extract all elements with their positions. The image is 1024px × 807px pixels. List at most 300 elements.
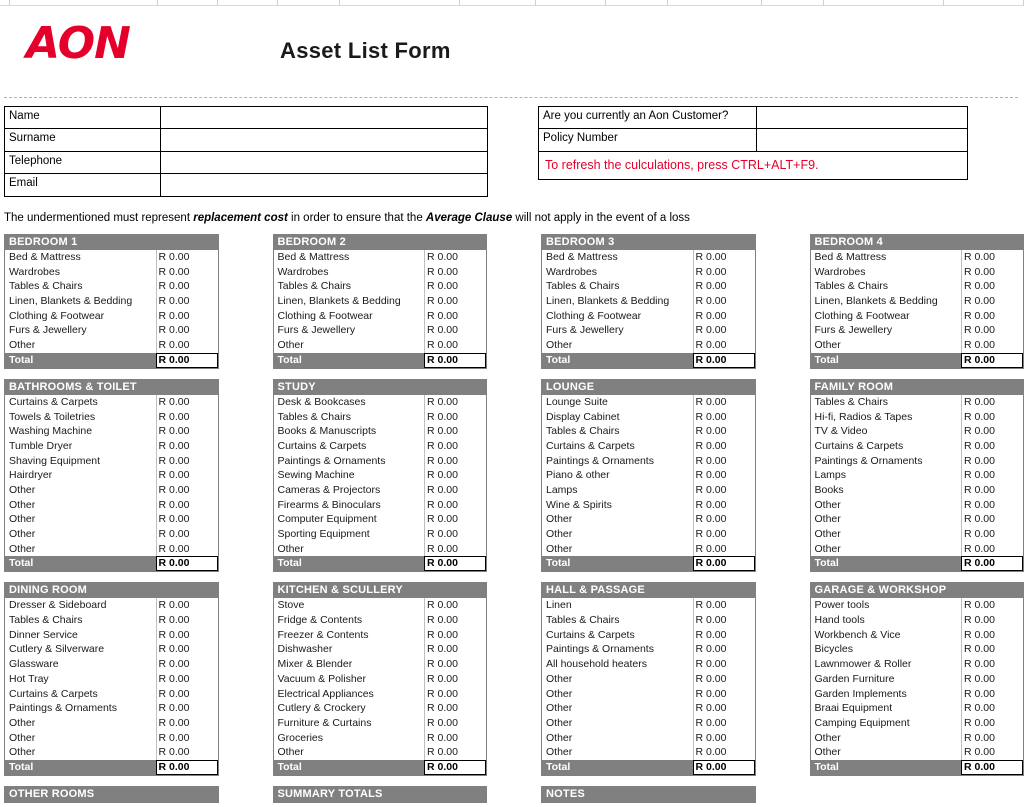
item-amount[interactable]: R 0.00 <box>424 439 486 454</box>
item-amount[interactable]: R 0.00 <box>156 309 218 324</box>
category-total-row <box>5 556 218 571</box>
table-row[interactable] <box>5 498 218 513</box>
table-row[interactable] <box>811 527 1024 542</box>
table-row[interactable] <box>542 294 755 309</box>
item-name: Lamps <box>814 469 847 482</box>
item-amount[interactable]: R 0.00 <box>693 657 755 672</box>
item-name: Other <box>9 528 36 540</box>
category-bedroom-4 <box>810 234 1024 369</box>
table-row[interactable] <box>5 279 218 294</box>
table-row[interactable] <box>5 294 218 309</box>
item-amount[interactable]: R 0.00 <box>693 410 755 425</box>
item-amount[interactable]: R 0.00 <box>424 410 486 425</box>
item-name: Washing Machine <box>9 425 93 438</box>
field-row-policy-number <box>539 129 967 151</box>
table-row[interactable] <box>5 338 218 353</box>
table-row[interactable] <box>5 439 218 454</box>
table-row[interactable] <box>542 701 755 716</box>
table-row[interactable] <box>542 512 755 527</box>
table-row[interactable] <box>274 338 487 353</box>
total-label: Total <box>546 760 571 773</box>
category-summary-totals <box>273 786 488 803</box>
item-amount[interactable]: R 0.00 <box>693 687 755 702</box>
table-row[interactable] <box>274 731 487 746</box>
table-row[interactable] <box>5 512 218 527</box>
table-row[interactable] <box>274 642 487 657</box>
item-amount[interactable]: R 0.00 <box>693 613 755 628</box>
table-row[interactable] <box>811 439 1024 454</box>
table-row[interactable] <box>811 745 1024 760</box>
policy-details-table <box>538 106 968 180</box>
table-row[interactable] <box>811 701 1024 716</box>
item-amount[interactable]: R 0.00 <box>693 672 755 687</box>
instruction-part-1: The undermentioned must represent <box>4 212 194 224</box>
item-amount[interactable]: R 0.00 <box>961 265 1023 280</box>
item-amount[interactable]: R 0.00 <box>156 512 218 527</box>
table-row[interactable] <box>274 527 487 542</box>
telephone-input[interactable] <box>161 152 487 173</box>
field-row-name <box>5 107 487 129</box>
table-row[interactable] <box>5 309 218 324</box>
item-amount[interactable]: R 0.00 <box>424 687 486 702</box>
policy-number-input[interactable] <box>757 129 967 150</box>
item-amount[interactable]: R 0.00 <box>961 338 1023 353</box>
table-row[interactable] <box>274 439 487 454</box>
item-amount[interactable]: R 0.00 <box>693 439 755 454</box>
item-amount[interactable]: R 0.00 <box>693 424 755 439</box>
item-amount[interactable]: R 0.00 <box>424 745 486 760</box>
table-row[interactable] <box>542 527 755 542</box>
item-amount[interactable]: R 0.00 <box>424 598 486 613</box>
table-row[interactable] <box>542 483 755 498</box>
item-name: Garden Furniture <box>814 672 895 685</box>
table-row[interactable] <box>811 265 1024 280</box>
item-amount[interactable]: R 0.00 <box>156 527 218 542</box>
item-name: Linen, Blankets & Bedding <box>546 295 670 308</box>
form-header <box>4 6 1018 98</box>
item-amount[interactable]: R 0.00 <box>961 483 1023 498</box>
item-amount[interactable]: R 0.00 <box>693 628 755 643</box>
item-amount[interactable]: R 0.00 <box>693 598 755 613</box>
item-amount[interactable]: R 0.00 <box>961 395 1023 410</box>
table-row[interactable] <box>542 454 755 469</box>
table-row[interactable] <box>5 672 218 687</box>
name-input[interactable] <box>161 107 487 128</box>
item-name: Tables & Chairs <box>546 425 620 438</box>
table-row[interactable] <box>542 439 755 454</box>
table-row[interactable] <box>542 657 755 672</box>
table-row[interactable] <box>542 672 755 687</box>
item-amount[interactable]: R 0.00 <box>156 628 218 643</box>
item-amount[interactable]: R 0.00 <box>424 468 486 483</box>
table-row[interactable] <box>542 395 755 410</box>
total-amount: R 0.00 <box>961 353 1023 368</box>
total-label: Total <box>814 353 839 366</box>
item-amount[interactable]: R 0.00 <box>961 613 1023 628</box>
item-amount[interactable]: R 0.00 <box>424 628 486 643</box>
item-amount[interactable]: R 0.00 <box>693 642 755 657</box>
item-amount[interactable]: R 0.00 <box>424 323 486 338</box>
table-row[interactable] <box>274 701 487 716</box>
item-amount[interactable]: R 0.00 <box>156 642 218 657</box>
table-row[interactable] <box>542 598 755 613</box>
item-amount[interactable]: R 0.00 <box>693 338 755 353</box>
item-name: Garden Implements <box>814 687 907 700</box>
table-row[interactable] <box>5 628 218 643</box>
table-row[interactable] <box>5 395 218 410</box>
item-amount[interactable]: R 0.00 <box>961 424 1023 439</box>
item-name: Other <box>814 746 841 759</box>
table-row[interactable] <box>274 468 487 483</box>
surname-input[interactable] <box>161 129 487 150</box>
table-row[interactable] <box>5 468 218 483</box>
table-row[interactable] <box>811 512 1024 527</box>
table-row[interactable] <box>542 498 755 513</box>
item-amount[interactable]: R 0.00 <box>693 250 755 265</box>
table-row[interactable] <box>811 498 1024 513</box>
item-amount[interactable]: R 0.00 <box>156 468 218 483</box>
email-input[interactable] <box>161 174 487 195</box>
table-row[interactable] <box>274 498 487 513</box>
item-amount[interactable]: R 0.00 <box>156 250 218 265</box>
item-amount[interactable]: R 0.00 <box>961 439 1023 454</box>
table-row[interactable] <box>274 309 487 324</box>
item-amount[interactable]: R 0.00 <box>424 395 486 410</box>
item-amount[interactable]: R 0.00 <box>424 424 486 439</box>
table-row[interactable] <box>274 279 487 294</box>
item-amount[interactable]: R 0.00 <box>424 642 486 657</box>
item-amount[interactable]: R 0.00 <box>424 498 486 513</box>
table-row[interactable] <box>274 410 487 425</box>
item-amount[interactable]: R 0.00 <box>961 731 1023 746</box>
item-name: Wardrobes <box>277 265 329 278</box>
item-amount[interactable]: R 0.00 <box>961 642 1023 657</box>
item-amount[interactable]: R 0.00 <box>693 527 755 542</box>
item-amount[interactable]: R 0.00 <box>693 701 755 716</box>
item-amount[interactable]: R 0.00 <box>961 323 1023 338</box>
table-row[interactable] <box>5 687 218 702</box>
table-row[interactable] <box>811 613 1024 628</box>
table-row[interactable] <box>811 410 1024 425</box>
item-amount[interactable]: R 0.00 <box>156 657 218 672</box>
item-amount[interactable]: R 0.00 <box>424 265 486 280</box>
table-row[interactable] <box>274 657 487 672</box>
item-amount[interactable]: R 0.00 <box>961 628 1023 643</box>
item-amount[interactable]: R 0.00 <box>693 483 755 498</box>
item-amount[interactable]: R 0.00 <box>424 250 486 265</box>
table-row[interactable] <box>5 265 218 280</box>
item-amount[interactable]: R 0.00 <box>693 716 755 731</box>
table-row[interactable] <box>811 395 1024 410</box>
item-name: Other <box>9 746 36 759</box>
item-name: Fridge & Contents <box>277 614 363 627</box>
item-amount[interactable]: R 0.00 <box>961 745 1023 760</box>
table-row[interactable] <box>274 265 487 280</box>
table-row[interactable] <box>5 527 218 542</box>
item-name: Sewing Machine <box>277 469 355 482</box>
item-name: Other <box>814 339 841 352</box>
item-amount[interactable]: R 0.00 <box>693 745 755 760</box>
table-row[interactable] <box>5 424 218 439</box>
table-row[interactable] <box>811 731 1024 746</box>
table-row[interactable] <box>811 687 1024 702</box>
item-name: Vacuum & Polisher <box>277 672 367 685</box>
item-amount[interactable]: R 0.00 <box>156 424 218 439</box>
total-label: Total <box>9 760 34 773</box>
item-amount[interactable]: R 0.00 <box>424 731 486 746</box>
item-amount[interactable]: R 0.00 <box>693 323 755 338</box>
item-amount[interactable]: R 0.00 <box>156 265 218 280</box>
item-amount[interactable]: R 0.00 <box>156 454 218 469</box>
table-row[interactable] <box>542 716 755 731</box>
item-amount[interactable]: R 0.00 <box>961 410 1023 425</box>
category-row-3 <box>4 582 1024 776</box>
item-amount[interactable]: R 0.00 <box>961 598 1023 613</box>
item-amount[interactable]: R 0.00 <box>156 294 218 309</box>
table-row[interactable] <box>274 672 487 687</box>
item-name: Bed & Mattress <box>277 251 350 263</box>
table-row[interactable] <box>274 613 487 628</box>
table-row[interactable] <box>811 279 1024 294</box>
category-garage-workshop <box>810 582 1024 776</box>
email-label: Email <box>5 174 161 195</box>
category-spacer <box>810 786 1024 803</box>
item-amount[interactable]: R 0.00 <box>424 512 486 527</box>
table-row[interactable] <box>274 628 487 643</box>
item-name: Other <box>814 542 841 555</box>
category-study <box>273 379 488 573</box>
item-amount[interactable]: R 0.00 <box>424 309 486 324</box>
item-amount[interactable]: R 0.00 <box>156 323 218 338</box>
table-row[interactable] <box>542 279 755 294</box>
table-row[interactable] <box>811 338 1024 353</box>
table-row[interactable] <box>811 250 1024 265</box>
item-amount[interactable]: R 0.00 <box>424 613 486 628</box>
table-row[interactable] <box>5 542 218 557</box>
item-amount[interactable]: R 0.00 <box>693 468 755 483</box>
table-row[interactable] <box>5 598 218 613</box>
item-amount[interactable]: R 0.00 <box>693 395 755 410</box>
table-row[interactable] <box>274 687 487 702</box>
item-amount[interactable]: R 0.00 <box>424 716 486 731</box>
item-amount[interactable]: R 0.00 <box>961 309 1023 324</box>
item-name: Other <box>9 498 36 511</box>
table-row[interactable] <box>542 410 755 425</box>
table-row[interactable] <box>542 642 755 657</box>
item-name: Stove <box>277 599 305 612</box>
table-row[interactable] <box>5 323 218 338</box>
item-amount[interactable]: R 0.00 <box>156 745 218 760</box>
table-row[interactable] <box>811 542 1024 557</box>
table-row[interactable] <box>811 642 1024 657</box>
aon-customer-input[interactable] <box>757 107 967 128</box>
item-amount[interactable]: R 0.00 <box>156 672 218 687</box>
category-notes <box>541 786 756 803</box>
table-row[interactable] <box>811 598 1024 613</box>
item-name: Other <box>546 731 573 744</box>
item-amount[interactable]: R 0.00 <box>156 613 218 628</box>
asset-category-grid <box>0 234 1024 803</box>
item-name: Tables & Chairs <box>546 614 620 627</box>
item-amount[interactable]: R 0.00 <box>961 279 1023 294</box>
table-row[interactable] <box>5 657 218 672</box>
item-name: Dishwasher <box>277 643 333 656</box>
item-amount[interactable]: R 0.00 <box>156 598 218 613</box>
item-amount[interactable]: R 0.00 <box>424 701 486 716</box>
table-row[interactable] <box>542 338 755 353</box>
item-amount[interactable]: R 0.00 <box>961 701 1023 716</box>
item-amount[interactable]: R 0.00 <box>424 657 486 672</box>
table-row[interactable] <box>542 309 755 324</box>
item-name: Shaving Equipment <box>9 454 101 467</box>
table-row[interactable] <box>811 468 1024 483</box>
item-amount[interactable]: R 0.00 <box>156 498 218 513</box>
item-amount[interactable]: R 0.00 <box>693 454 755 469</box>
item-amount[interactable]: R 0.00 <box>424 527 486 542</box>
item-amount[interactable]: R 0.00 <box>961 250 1023 265</box>
item-amount[interactable]: R 0.00 <box>693 542 755 557</box>
item-amount[interactable]: R 0.00 <box>961 498 1023 513</box>
item-name: Piano & other <box>546 469 610 482</box>
table-row[interactable] <box>542 265 755 280</box>
item-amount[interactable]: R 0.00 <box>156 338 218 353</box>
item-amount[interactable]: R 0.00 <box>961 294 1023 309</box>
table-row[interactable] <box>811 454 1024 469</box>
table-row[interactable] <box>542 542 755 557</box>
table-row[interactable] <box>274 745 487 760</box>
item-name: Braai Equipment <box>814 702 893 715</box>
table-row[interactable] <box>811 323 1024 338</box>
item-name: Furs & Jewellery <box>546 324 624 337</box>
item-amount[interactable]: R 0.00 <box>693 512 755 527</box>
table-row[interactable] <box>811 657 1024 672</box>
table-row[interactable] <box>542 424 755 439</box>
item-amount[interactable]: R 0.00 <box>156 279 218 294</box>
item-amount[interactable]: R 0.00 <box>156 701 218 716</box>
item-amount[interactable]: R 0.00 <box>693 309 755 324</box>
table-row[interactable] <box>274 250 487 265</box>
table-row[interactable] <box>5 731 218 746</box>
field-row-surname <box>5 129 487 151</box>
item-amount[interactable]: R 0.00 <box>693 279 755 294</box>
item-amount[interactable]: R 0.00 <box>961 657 1023 672</box>
category-total-row <box>811 556 1024 571</box>
table-row[interactable] <box>274 716 487 731</box>
table-row[interactable] <box>274 294 487 309</box>
item-amount[interactable]: R 0.00 <box>424 294 486 309</box>
table-row[interactable] <box>274 598 487 613</box>
item-amount[interactable]: R 0.00 <box>961 454 1023 469</box>
table-row[interactable] <box>5 642 218 657</box>
table-row[interactable] <box>274 542 487 557</box>
category-row-2 <box>4 379 1024 573</box>
item-amount[interactable]: R 0.00 <box>693 731 755 746</box>
table-row[interactable] <box>542 628 755 643</box>
table-row[interactable] <box>811 309 1024 324</box>
table-row[interactable] <box>811 716 1024 731</box>
total-amount: R 0.00 <box>156 760 218 775</box>
table-row[interactable] <box>274 395 487 410</box>
table-row[interactable] <box>5 250 218 265</box>
table-row[interactable] <box>542 250 755 265</box>
table-row[interactable] <box>274 323 487 338</box>
table-row[interactable] <box>542 468 755 483</box>
item-amount[interactable]: R 0.00 <box>961 672 1023 687</box>
item-amount[interactable]: R 0.00 <box>693 498 755 513</box>
item-name: Other <box>546 672 573 685</box>
item-name: Wardrobes <box>814 265 866 278</box>
item-amount[interactable]: R 0.00 <box>424 672 486 687</box>
item-amount[interactable]: R 0.00 <box>156 716 218 731</box>
item-name: Electrical Appliances <box>277 687 374 700</box>
item-amount[interactable]: R 0.00 <box>961 687 1023 702</box>
item-amount[interactable]: R 0.00 <box>961 542 1023 557</box>
item-amount[interactable]: R 0.00 <box>156 483 218 498</box>
item-amount[interactable]: R 0.00 <box>424 338 486 353</box>
item-amount[interactable]: R 0.00 <box>961 512 1023 527</box>
item-amount[interactable]: R 0.00 <box>424 483 486 498</box>
table-row[interactable] <box>542 613 755 628</box>
item-amount[interactable]: R 0.00 <box>961 716 1023 731</box>
table-row[interactable] <box>5 483 218 498</box>
table-row[interactable] <box>811 483 1024 498</box>
table-row[interactable] <box>274 512 487 527</box>
item-amount[interactable]: R 0.00 <box>424 542 486 557</box>
policy-number-label: Policy Number <box>539 129 757 150</box>
category-family-room <box>810 379 1024 573</box>
item-amount[interactable]: R 0.00 <box>961 527 1023 542</box>
table-row[interactable] <box>542 745 755 760</box>
total-amount: R 0.00 <box>424 353 486 368</box>
item-amount[interactable]: R 0.00 <box>693 265 755 280</box>
item-name: Cutlery & Crockery <box>277 702 366 715</box>
item-amount[interactable]: R 0.00 <box>424 454 486 469</box>
table-row[interactable] <box>542 731 755 746</box>
table-row[interactable] <box>274 454 487 469</box>
table-row[interactable] <box>811 672 1024 687</box>
item-name: TV & Video <box>814 425 868 438</box>
table-row[interactable] <box>5 745 218 760</box>
table-row[interactable] <box>5 410 218 425</box>
item-name: Towels & Toiletries <box>9 410 96 423</box>
table-row[interactable] <box>274 424 487 439</box>
item-amount[interactable]: R 0.00 <box>961 468 1023 483</box>
item-amount[interactable]: R 0.00 <box>156 439 218 454</box>
category-other-rooms <box>4 786 219 803</box>
item-amount[interactable]: R 0.00 <box>156 542 218 557</box>
table-row[interactable] <box>811 294 1024 309</box>
table-row[interactable] <box>5 454 218 469</box>
table-row[interactable] <box>274 483 487 498</box>
item-name: Tables & Chairs <box>9 614 83 627</box>
item-amount[interactable]: R 0.00 <box>156 410 218 425</box>
table-row[interactable] <box>542 323 755 338</box>
table-row[interactable] <box>5 716 218 731</box>
table-row[interactable] <box>542 687 755 702</box>
item-amount[interactable]: R 0.00 <box>156 395 218 410</box>
table-row[interactable] <box>5 701 218 716</box>
table-row[interactable] <box>5 613 218 628</box>
item-amount[interactable]: R 0.00 <box>156 731 218 746</box>
table-row[interactable] <box>811 628 1024 643</box>
item-name: Tables & Chairs <box>814 280 889 293</box>
item-amount[interactable]: R 0.00 <box>693 294 755 309</box>
item-amount[interactable]: R 0.00 <box>156 687 218 702</box>
item-amount[interactable]: R 0.00 <box>424 279 486 294</box>
category-title: BEDROOM 3 <box>542 235 755 250</box>
item-name: Other <box>277 542 304 555</box>
table-row[interactable] <box>811 424 1024 439</box>
